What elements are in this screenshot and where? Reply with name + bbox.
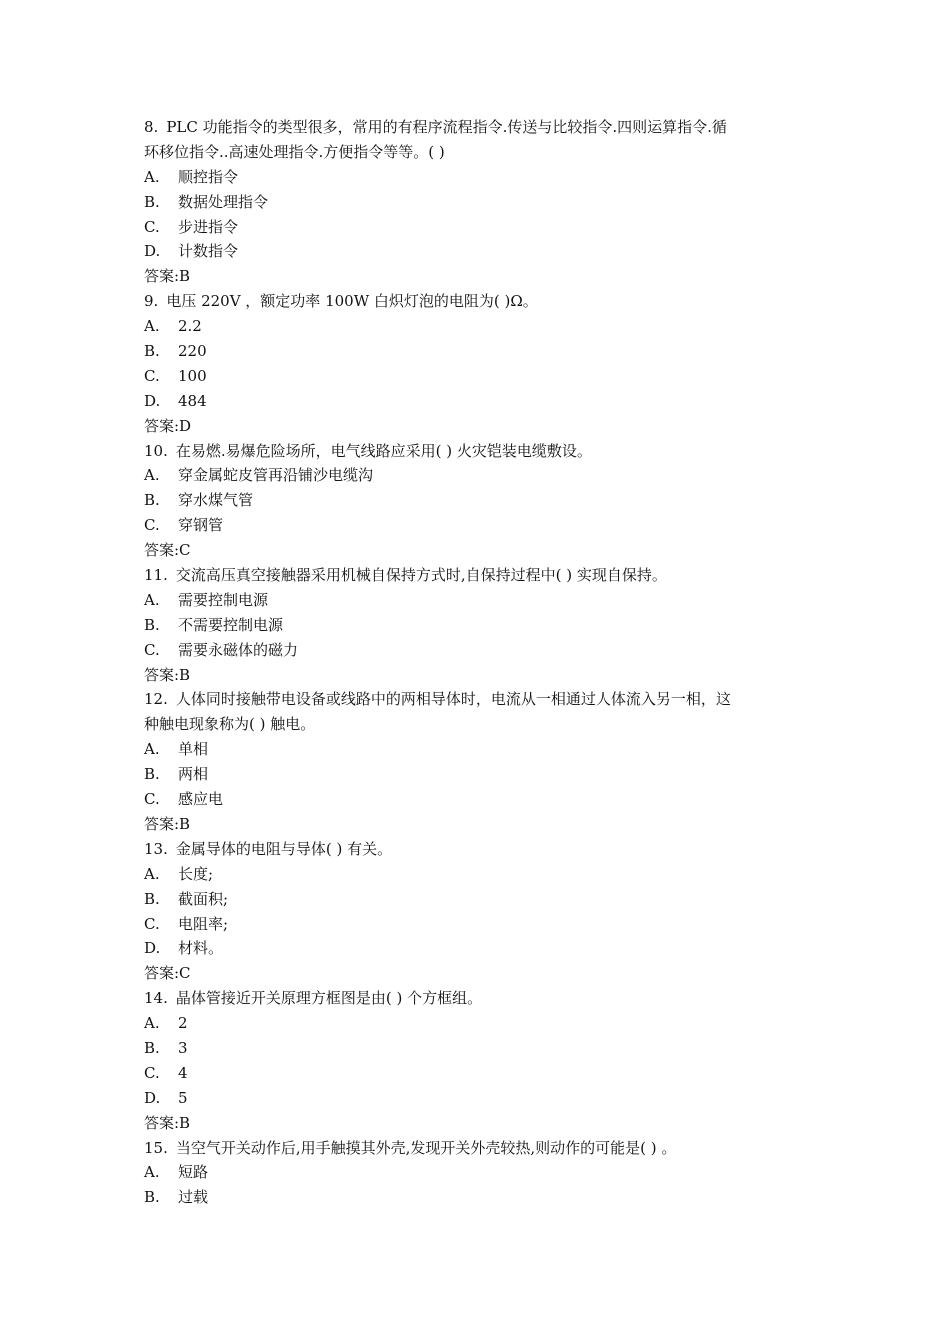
option-text: 4 bbox=[178, 1063, 188, 1082]
option-text: 穿水煤气管 bbox=[178, 491, 254, 510]
option-b bbox=[144, 488, 810, 513]
option-b bbox=[144, 762, 810, 787]
option-text: 3 bbox=[178, 1038, 188, 1057]
option-letter: B. bbox=[144, 615, 160, 634]
option-text: 需要控制电源 bbox=[178, 590, 269, 609]
option-letter: A. bbox=[144, 466, 160, 485]
option-text: 单相 bbox=[178, 740, 209, 759]
question-number: 8. bbox=[144, 118, 159, 136]
question-8-stem-continued: 环移位指令..高速处理指令.方便指令等等。( ) bbox=[144, 142, 445, 161]
question-14-stem bbox=[144, 986, 810, 1011]
option-c bbox=[144, 912, 810, 937]
question-text: 人体同时接触带电设备或线路中的两相导体时，电流从一相通过人体流入另一相，这 bbox=[175, 690, 731, 709]
option-letter: C. bbox=[144, 217, 160, 236]
option-letter: A. bbox=[144, 590, 160, 609]
option-text: 100 bbox=[178, 366, 207, 385]
option-c bbox=[144, 215, 810, 240]
option-letter: A. bbox=[144, 864, 160, 883]
option-letter: D. bbox=[144, 391, 161, 410]
question-number: 11. bbox=[144, 566, 168, 585]
option-c bbox=[144, 1061, 810, 1086]
question-number: 12. bbox=[144, 690, 168, 709]
option-letter: A. bbox=[144, 167, 160, 186]
option-letter: B. bbox=[144, 192, 160, 211]
question-12-stem bbox=[144, 687, 810, 712]
option-letter: A. bbox=[144, 317, 160, 336]
option-text: 过载 bbox=[178, 1188, 209, 1207]
option-b bbox=[144, 887, 810, 912]
question-number: 9. bbox=[144, 292, 159, 311]
option-c bbox=[144, 364, 810, 389]
option-letter: D. bbox=[144, 242, 161, 261]
option-letter: B. bbox=[144, 889, 160, 908]
option-text: 数据处理指令 bbox=[178, 192, 269, 211]
question-13-stem bbox=[144, 837, 810, 862]
answer: 答案:B bbox=[144, 665, 191, 684]
answer: 答案:C bbox=[144, 964, 191, 983]
option-letter: D. bbox=[144, 1088, 161, 1107]
option-b bbox=[144, 613, 810, 638]
option-text: 2 bbox=[178, 1014, 188, 1033]
option-b bbox=[144, 1036, 810, 1061]
option-letter: D. bbox=[144, 939, 161, 958]
option-letter: C. bbox=[144, 790, 160, 809]
option-d bbox=[144, 389, 810, 414]
option-letter: C. bbox=[144, 1063, 160, 1082]
option-a bbox=[144, 314, 810, 339]
option-text: 220 bbox=[178, 342, 207, 361]
question-text: 交流高压真空接触器采用机械自保持方式时,自保持过程中( ) 实现自保持。 bbox=[175, 566, 667, 585]
option-text: 步进指令 bbox=[178, 217, 239, 236]
option-letter: A. bbox=[144, 1163, 160, 1182]
option-text: 感应电 bbox=[178, 790, 224, 809]
answer: 答案:B bbox=[144, 267, 191, 286]
option-letter: A. bbox=[144, 1014, 160, 1033]
option-c bbox=[144, 638, 810, 663]
option-letter: A. bbox=[144, 740, 160, 759]
question-12-stem-continued: 种触电现象称为( ) 触电。 bbox=[144, 715, 316, 734]
option-a bbox=[144, 862, 810, 887]
option-text: 穿钢管 bbox=[178, 516, 224, 535]
answer: 答案:C bbox=[144, 541, 191, 560]
question-8-stem bbox=[144, 115, 810, 140]
option-letter: B. bbox=[144, 342, 160, 361]
option-letter: C. bbox=[144, 640, 160, 659]
option-text: 2.2 bbox=[178, 317, 202, 336]
document-page bbox=[144, 115, 810, 1210]
option-letter: B. bbox=[144, 491, 160, 510]
option-letter: B. bbox=[144, 1038, 160, 1057]
answer: 答案:B bbox=[144, 1113, 191, 1132]
option-b bbox=[144, 1185, 810, 1210]
question-text: 金属导体的电阻与导体( ) 有关。 bbox=[175, 839, 393, 858]
option-d bbox=[144, 239, 810, 264]
option-a bbox=[144, 463, 810, 488]
option-a bbox=[144, 1011, 810, 1036]
answer: 答案:B bbox=[144, 814, 191, 833]
option-text: 材料。 bbox=[178, 939, 224, 958]
question-10-stem bbox=[144, 439, 810, 464]
option-text: 需要永磁体的磁力 bbox=[178, 640, 299, 659]
option-a bbox=[144, 165, 810, 190]
option-b bbox=[144, 339, 810, 364]
question-number: 10. bbox=[144, 441, 168, 460]
option-text: 5 bbox=[178, 1088, 188, 1107]
question-text: 电压 220V ，额定功率 100W 白炽灯泡的电阻为( )Ω。 bbox=[166, 292, 538, 311]
option-letter: B. bbox=[144, 1188, 160, 1207]
question-9-stem bbox=[144, 289, 810, 314]
question-text: 在易燃.易爆危险场所，电气线路应采用( ) 火灾铠装电缆敷设。 bbox=[175, 441, 592, 460]
option-text: 穿金属蛇皮管再沿铺沙电缆沟 bbox=[178, 466, 374, 485]
option-letter: C. bbox=[144, 516, 160, 535]
question-text: PLC 功能指令的类型很多，常用的有程序流程指令.传送与比较指令.四则运算指令.循 bbox=[166, 118, 727, 136]
option-text: 计数指令 bbox=[178, 242, 239, 261]
question-text: 当空气开关动作后,用手触摸其外壳,发现开关外壳较热,则动作的可能是( ) 。 bbox=[175, 1138, 677, 1157]
option-text: 截面积; bbox=[178, 889, 229, 908]
question-15-stem bbox=[144, 1136, 810, 1161]
option-letter: B. bbox=[144, 765, 160, 784]
option-c bbox=[144, 787, 810, 812]
option-text: 电阻率; bbox=[178, 914, 229, 933]
option-text: 不需要控制电源 bbox=[178, 615, 284, 634]
option-letter: C. bbox=[144, 366, 160, 385]
option-d bbox=[144, 1086, 810, 1111]
option-text: 两相 bbox=[178, 765, 209, 784]
option-text: 顺控指令 bbox=[178, 167, 239, 186]
option-a bbox=[144, 588, 810, 613]
question-text: 晶体管接近开关原理方框图是由( ) 个方框组。 bbox=[175, 989, 483, 1008]
option-d bbox=[144, 936, 810, 961]
option-a bbox=[144, 1160, 810, 1185]
option-text: 长度; bbox=[178, 864, 214, 883]
option-b bbox=[144, 190, 810, 215]
answer: 答案:D bbox=[144, 416, 192, 435]
option-letter: C. bbox=[144, 914, 160, 933]
question-number: 15. bbox=[144, 1138, 168, 1157]
option-text: 短路 bbox=[178, 1163, 209, 1182]
option-c bbox=[144, 513, 810, 538]
option-a bbox=[144, 737, 810, 762]
question-number: 13. bbox=[144, 839, 168, 858]
question-11-stem bbox=[144, 563, 810, 588]
option-text: 484 bbox=[178, 391, 207, 410]
question-number: 14. bbox=[144, 989, 168, 1008]
